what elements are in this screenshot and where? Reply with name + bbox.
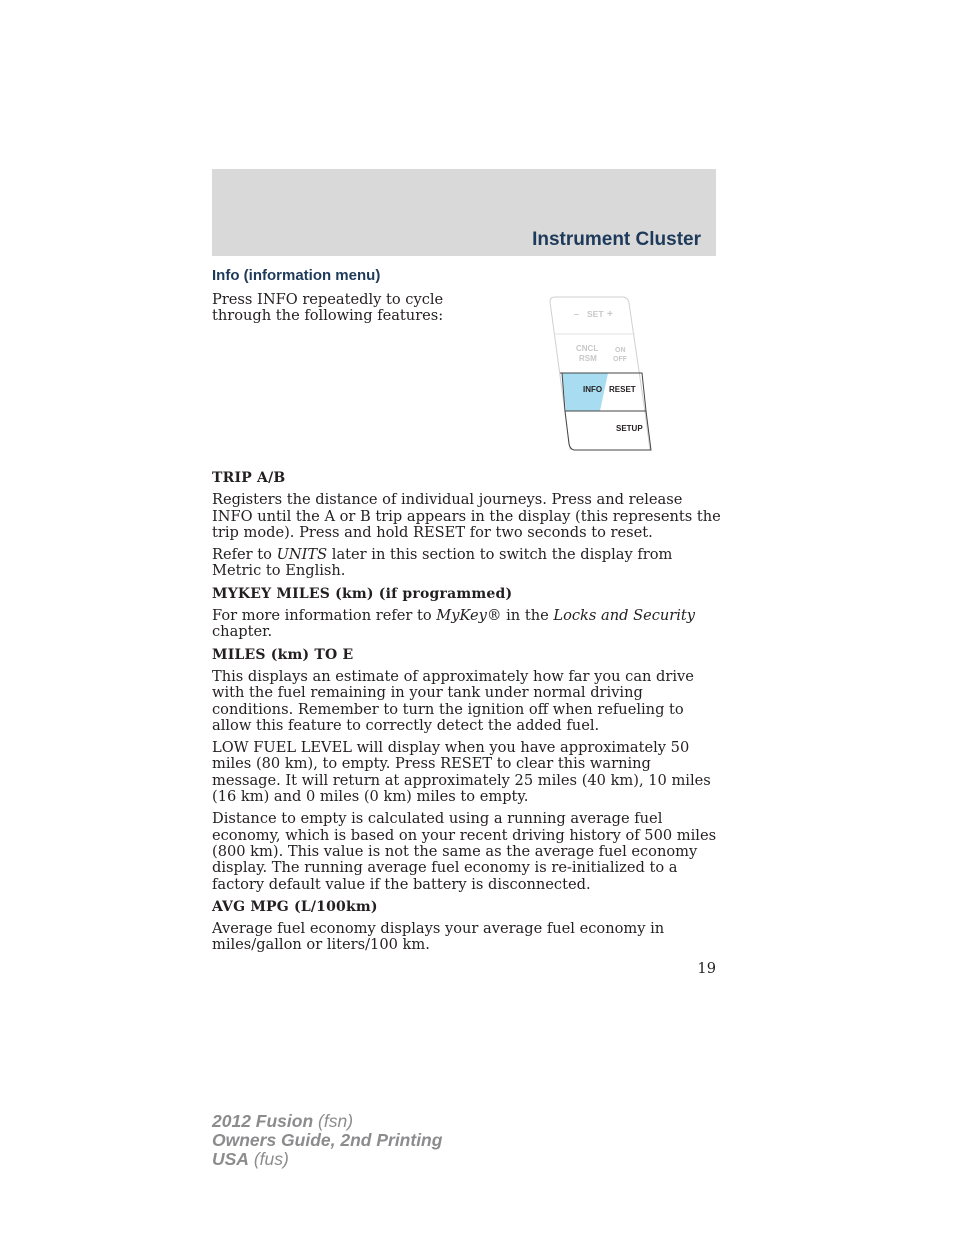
miles-to-e-paragraph-2: LOW FUEL LEVEL will display when you have approximately 50 miles (80 km), to empty. Press RESET to clear this warning message. It will return at approximately 25 miles (40 km), 10 miles (16 km) and 0 miles (0 km) miles to empty. xyxy=(212,739,711,806)
set-label: SET xyxy=(587,309,604,319)
miles-to-e-heading: MILES (km) TO E xyxy=(212,646,354,663)
reset-label: RESET xyxy=(609,385,636,394)
plus-label: + xyxy=(607,309,613,320)
trip-heading: TRIP A/B xyxy=(212,470,286,486)
minus-label: – xyxy=(574,309,580,319)
trip-paragraph-1: Registers the distance of individual journeys. Press and release INFO until the A or B trip appears in the display (this represents the trip mode). Press and hold RESET for two seconds to reset. xyxy=(212,491,721,541)
subheading: Info (information menu) xyxy=(212,267,381,284)
footer xyxy=(212,1112,442,1169)
trip-paragraph-2: Refer to UNITS later in this section to switch the display from Metric to English. xyxy=(212,546,673,580)
avg-mpg-paragraph: Average fuel economy displays your average fuel economy in miles/gallon or liters/100 km. xyxy=(212,920,665,954)
header-band xyxy=(212,169,716,256)
miles-to-e-paragraph-3: Distance to empty is calculated using a running average fuel economy, which is based on your recent driving history of 500 miles (800 km). This value is not the same as the average fuel economy display. The running average fuel economy is re-initialized to a factory default value if the battery is disconnected. xyxy=(212,810,717,893)
miles-to-e-paragraph-1: This displays an estimate of approximately how far you can drive with the fuel remaining in your tank under normal driving conditions. Remember to turn the ignition off when refueling to allow this feature to correctly detect the added fuel. xyxy=(212,667,694,734)
cncl-label: CNCL xyxy=(576,344,599,353)
rsm-label: RSM xyxy=(579,354,597,363)
body-content xyxy=(212,470,722,960)
steering-wheel-controls-diagram xyxy=(540,294,660,454)
info-label: INFO xyxy=(583,385,603,394)
setup-label: SETUP xyxy=(616,424,643,433)
footer-line-1: 2012 Fusion (fsn) xyxy=(212,1111,354,1131)
page-number: 19 xyxy=(697,960,716,977)
section-title: Instrument Cluster xyxy=(532,229,701,250)
on-label: ON xyxy=(615,347,626,354)
intro-text: Press INFO repeatedly to cycle through the following features: xyxy=(212,291,444,324)
footer-line-3: USA (fus) xyxy=(212,1149,289,1169)
off-label: OFF xyxy=(613,356,627,363)
avg-mpg-heading: AVG MPG (L/100km) xyxy=(212,898,378,915)
mykey-heading: MYKEY MILES (km) (if programmed) xyxy=(212,585,513,602)
mykey-paragraph: For more information refer to MyKey® in the Locks and Security chapter. xyxy=(212,607,696,641)
footer-line-2: Owners Guide, 2nd Printing xyxy=(212,1130,443,1150)
